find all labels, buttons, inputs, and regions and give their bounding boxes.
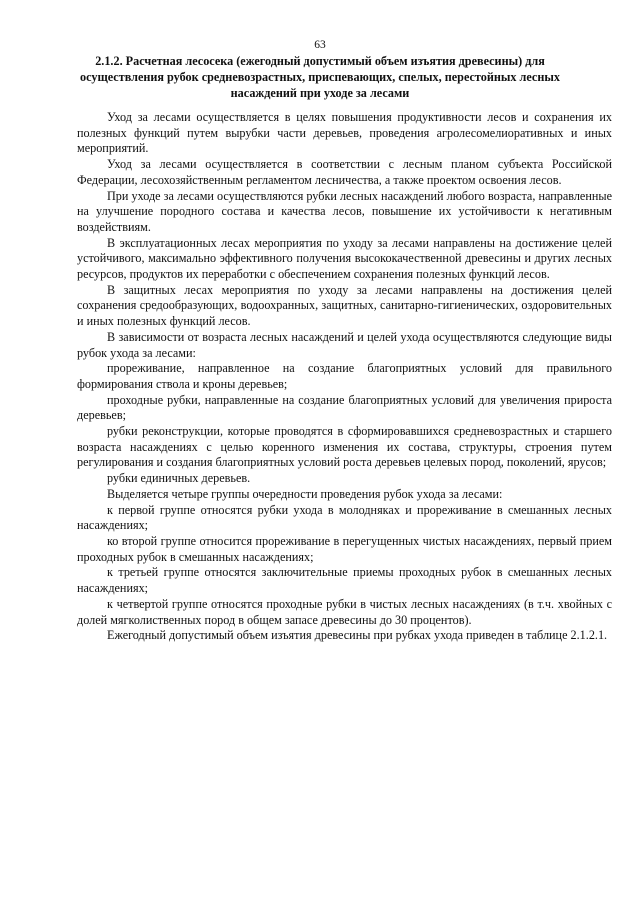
list-item: прореживание, направленное на создание благоприятных условий для правильного формирования ствола и кроны деревьев;: [77, 361, 612, 391]
paragraph: При уходе за лесами осуществляются рубки лесных насаждений любого возраста, направленные на улучшение породного состава и качества лесов, повышение их устойчивости к негативным воздействиям.: [77, 188, 612, 234]
paragraph: Ежегодный допустимый объем изъятия древесины при рубках ухода приведен в таблице 2.1.2.1.: [107, 628, 608, 643]
paragraph: Выделяется четыре группы очередности проведения рубок ухода за лесами:: [107, 486, 503, 501]
paragraph: Уход за лесами осуществляется в соответствии с лесным планом субъекта Российской Федерации, лесохозяйственным регламентом лесничества, а также проектом освоения лесов.: [77, 157, 612, 187]
paragraph: В защитных лесах мероприятия по уходу за лесами направлены на достижения целей сохранения средообразующих, водоохранных, защитных, санитарно-гигиенических, оздоровительных и иных полезных функций лесов.: [77, 282, 612, 329]
list-item: проходные рубки, направленные на создание благоприятных условий для увеличения прироста деревьев;: [77, 392, 612, 423]
list-item: к третьей группе относятся заключительные приемы проходных рубок в смешанных лесных насаждениях;: [77, 565, 612, 596]
list-item: рубки единичных деревьев.: [107, 471, 251, 486]
list-item: ко второй группе относится прореживание в перегущенных чистых насаждениях, первый прием проходных рубок в смешанных насаждениях;: [77, 533, 612, 564]
paragraph: В эксплуатационных лесах мероприятия по уходу за лесами направлены на достижение целей устойчивого, максимально эффективного получения высококачественной древесины и других лесных ресурсов, продуктов их переработки с обеспечением сохранения полезных функций лесов.: [77, 235, 612, 282]
list-item: к первой группе относятся рубки ухода в молодняках и прореживание в смешанных лесных насаждениях;: [77, 502, 612, 533]
section-heading: 2.1.2. Расчетная лесосека (ежегодный допустимый объем изъятия древесины) для осуществления рубок средневозрастных, приспевающих, спелых, перестойных лесных насаждений при уходе за лесами: [80, 54, 560, 100]
list-item: рубки реконструкции, которые проводятся в сформировавшихся средневозрастных и старшего возраста насаждениях с целью коренного изменения их состава, структуры, строения путем регулирования и создания благоприятных условий роста деревьев целевых пород, поколений, ярусов;: [77, 424, 612, 470]
body-text: [77, 110, 612, 644]
list-item: к четвертой группе относятся проходные рубки в чистых лесных насаждениях (в т.ч. хвойных с долей мягколиственных пород в общем запасе древесины до 30 процентов).: [77, 596, 612, 627]
paragraph: Уход за лесами осуществляется в целях повышения продуктивности лесов и сохранения их полезных функций путем вырубки части деревьев, проведения агролесомелиоративных и иных мероприятий.: [77, 110, 612, 156]
paragraph: В зависимости от возраста лесных насаждений и целей ухода осуществляются следующие виды рубок ухода за лесами:: [77, 329, 612, 360]
page-number: 63: [314, 39, 326, 51]
